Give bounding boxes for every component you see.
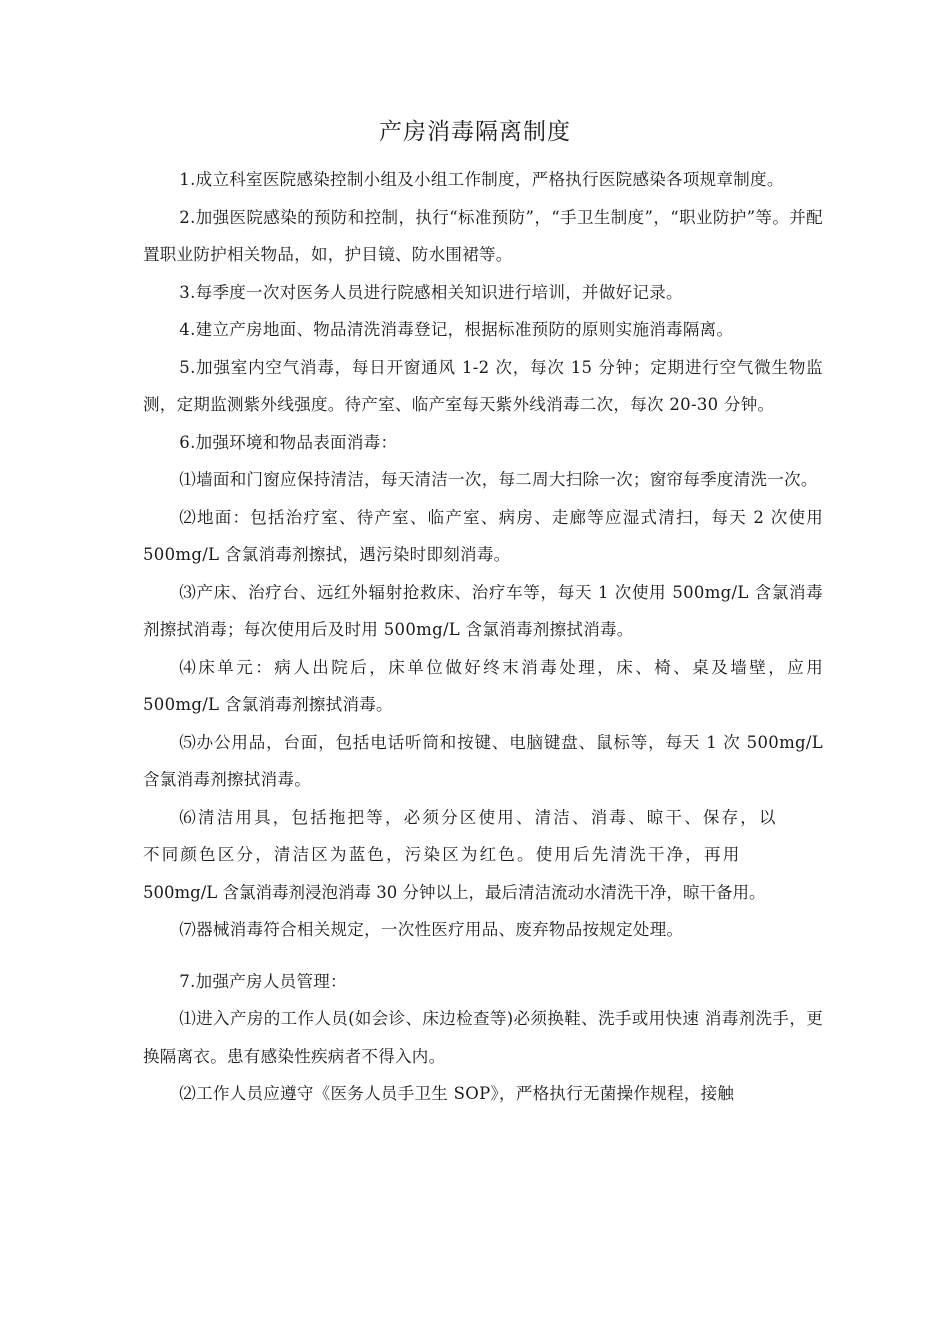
paragraph-6-7: ⑺器械消毒符合相关规定，一次性医疗用品、废弃物品按规定处理。 — [179, 920, 684, 939]
paragraph-6-6-line-2: 不同颜色区分，清洁区为蓝色，污染区为红色。使用后先清洗干净，再用 — [143, 845, 742, 864]
paragraph-6-5: ⑸办公用品，台面，包括电话听筒和按键、电脑键盘、鼠标等，每天 1 次 500mg/L 含氯消毒剂擦拭消毒。 — [143, 732, 823, 789]
paragraph-1: 1.成立科室医院感染控制小组及小组工作制度，严格执行医院感染各项规章制度。 — [179, 170, 784, 189]
paragraph-6-1: ⑴墙面和门窗应保持清洁，每天清洁一次，每二周大扫除一次；窗帘每季度清洗一次。 — [179, 470, 818, 489]
paragraph-6-4: ⑷床单元：病人出院后，床单位做好终末消毒处理，床、椅、桌及墙壁，应用 500mg/L 含氯消毒剂擦拭消毒。 — [143, 657, 823, 714]
paragraph-6-6-line-1: ⑹清洁用具，包括拖把等，必须分区使用、清洁、消毒、晾干、保存，以 — [179, 807, 778, 827]
paragraph-5: 5.加强室内空气消毒，每日开窗通风 1-2 次，每次 15 分钟；定期进行空气微生物监测，定期监测紫外线强度。待产室、临产室每天紫外线消毒二次，每次 20-30 分钟。 — [143, 357, 823, 414]
document-body — [143, 161, 823, 1113]
paragraph-6: 6.加强环境和物品表面消毒： — [179, 432, 398, 452]
paragraph-6-3: ⑶产床、治疗台、远红外辐射抢救床、治疗车等，每天 1 次使用 500mg/L 含氯消毒剂擦拭消毒；每次使用后及时用 500mg/L 含氯消毒剂擦拭消毒。 — [143, 582, 823, 639]
paragraph-2: 2.加强医院感染的预防和控制，执行“标准预防”，“手卫生制度”，“职业防护”等。并配置职业防护相关物品，如，护目镜、防水围裙等。 — [143, 207, 823, 264]
document-title: 产房消毒隔离制度 — [379, 119, 571, 145]
paragraph-7-1: ⑴进入产房的工作人员(如会诊、床边检查等)必须换鞋、洗手或用快速 消毒剂洗手，更换隔离衣。患有感染性疾病者不得入内。 — [143, 1009, 823, 1066]
paragraph-7-2: ⑵工作人员应遵守《医务人员手卫生 SOP》，严格执行无菌操作规程，接触 — [179, 1084, 735, 1103]
paragraph-7: 7.加强产房人员管理： — [179, 971, 347, 991]
paragraph-6-2: ⑵地面：包括治疗室、待产室、临产室、病房、走廊等应湿式清扫，每天 2 次使用 500mg/L 含氯消毒剂擦拭，遇污染时即刻消毒。 — [143, 507, 823, 564]
paragraph-3: 3.每季度一次对医务人员进行院感相关知识进行培训，并做好记录。 — [179, 282, 683, 302]
paragraph-4: 4.建立产房地面、物品清洗消毒登记，根据标准预防的原则实施消毒隔离。 — [179, 320, 734, 339]
paragraph-6-6-line-3: 500mg/L 含氯消毒剂浸泡消毒 30 分钟以上，最后清洁流动水清洗干净，晾干备用。 — [143, 882, 766, 902]
